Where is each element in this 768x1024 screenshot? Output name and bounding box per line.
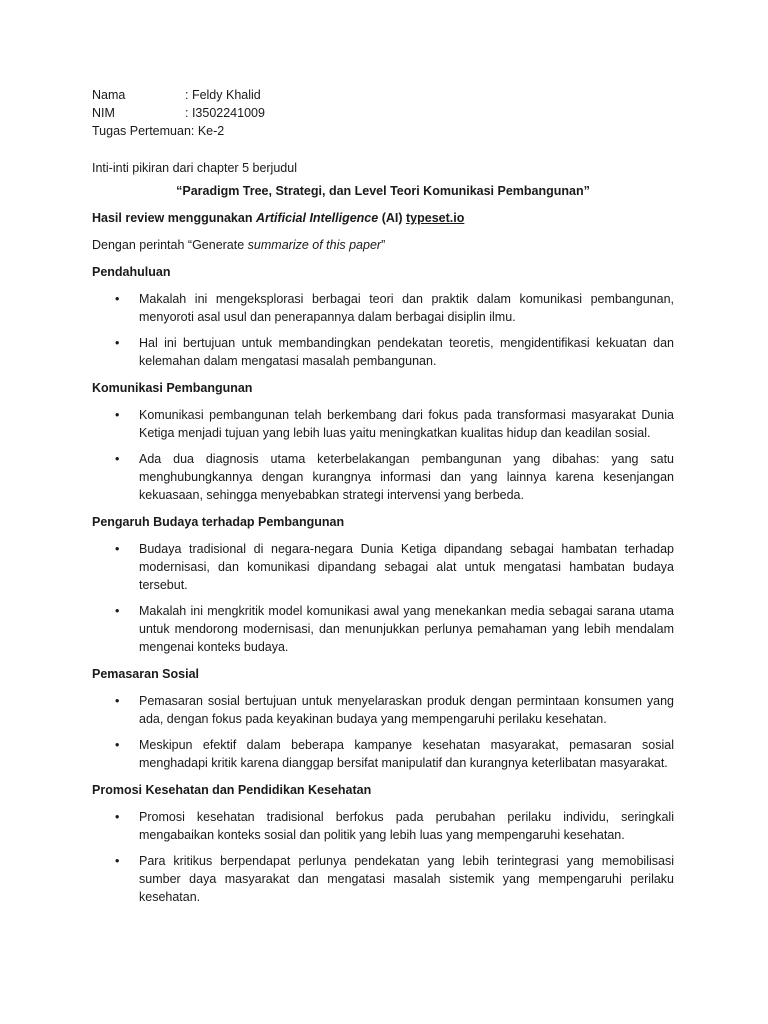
- bullet-item: [92, 852, 674, 906]
- section-heading: Promosi Kesehatan dan Pendidikan Kesehatan: [92, 783, 372, 797]
- bullet-dot-icon: •: [115, 452, 120, 466]
- bullet-list: [92, 290, 674, 370]
- review-prefix: Hasil review menggunakan: [92, 211, 256, 225]
- bullet-text: Makalah ini mengkritik model komunikasi awal yang menekankan media sebagai sarana utama untuk mendorong modernisasi, dan menunjukkan perlunya pemahaman yang lebih mendalam mengenai konteks budaya.: [139, 604, 674, 654]
- bullet-text: Ada dua diagnosis utama keterbelakangan pembangunan yang dibahas: yang satu menghubungkannya dengan kurangnya informasi dan yang lainnya karena kesenjangan kekuasaan, sehingga menyebabkan strategi intervensi yang berbeda.: [139, 452, 674, 502]
- typeset-link[interactable]: typeset.io: [406, 211, 465, 225]
- meta-row-nim: [92, 104, 674, 122]
- bullet-item: [92, 692, 674, 728]
- bullet-dot-icon: •: [115, 738, 120, 752]
- prompt-prefix: Dengan perintah “Generate: [92, 238, 248, 252]
- bullet-dot-icon: •: [115, 854, 120, 868]
- bullet-text: Meskipun efektif dalam beberapa kampanye kesehatan masyarakat, pemasaran sosial menghadapi kritik karena dianggap bersifat manipulatif dan kurangnya keterlibatan masyarakat.: [139, 738, 674, 770]
- bullet-text: Makalah ini mengeksplorasi berbagai teori dan praktik dalam komunikasi pembangunan, menyoroti asal usul dan penerapannya dalam berbagai disiplin ilmu.: [139, 292, 674, 324]
- bullet-item: [92, 450, 674, 504]
- section-heading: Komunikasi Pembangunan: [92, 381, 253, 395]
- section-heading: Pengaruh Budaya terhadap Pembangunan: [92, 515, 345, 529]
- document-page: [92, 86, 674, 906]
- bullet-item: [92, 406, 674, 442]
- bullet-dot-icon: •: [115, 604, 120, 618]
- section-heading: Pendahuluan: [92, 265, 171, 279]
- nama-value: : Feldy Khalid: [185, 88, 261, 102]
- bullet-text: Hal ini bertujuan untuk membandingkan pendekatan teoretis, mengidentifikasi kekuatan dan kelemahan dalam mengatasi masalah pembangunan.: [139, 336, 674, 368]
- bullet-list: [92, 692, 674, 772]
- meta-row-nama: [92, 86, 674, 104]
- bullet-item: [92, 290, 674, 326]
- bullet-item: [92, 334, 674, 370]
- bullet-text: Budaya tradisional di negara-negara Dunia Ketiga dipandang sebagai hambatan terhadap modernisasi, dan komunikasi dipandang sebagai alat untuk mengatasi hambatan budaya tersebut.: [139, 542, 674, 592]
- nama-label: Nama: [92, 88, 126, 102]
- review-ai-suffix: (AI): [378, 211, 406, 225]
- sections-container: [92, 263, 674, 906]
- bullet-dot-icon: •: [115, 336, 120, 350]
- bullet-text: Promosi kesehatan tradisional berfokus pada perubahan perilaku individu, seringkali mengabaikan konteks sosial dan politik yang lebih luas yang mempengaruhi kesehatan.: [139, 810, 674, 842]
- nim-label: NIM: [92, 106, 115, 120]
- prompt-italic: summarize of this paper: [247, 238, 382, 252]
- bullet-item: [92, 602, 674, 656]
- bullet-list: [92, 808, 674, 906]
- chapter-title: “Paradigm Tree, Strategi, dan Level Teori Komunikasi Pembangunan”: [176, 184, 590, 198]
- review-line: [92, 209, 674, 227]
- bullet-dot-icon: •: [115, 542, 120, 556]
- bullet-dot-icon: •: [115, 408, 120, 422]
- meta-row-tugas: [92, 122, 674, 140]
- tugas-text: Tugas Pertemuan: Ke-2: [92, 124, 225, 138]
- bullet-text: Para kritikus berpendapat perlunya pendekatan yang lebih terintegrasi yang memobilisasi sumber daya masyarakat dan mengatasi masalah sistemik yang mempengaruhi perilaku kesehatan.: [139, 854, 674, 904]
- bullet-item: [92, 808, 674, 844]
- bullet-dot-icon: •: [115, 810, 120, 824]
- bullet-item: [92, 736, 674, 772]
- prompt-suffix: ”: [381, 238, 386, 252]
- bullet-dot-icon: •: [115, 292, 120, 306]
- bullet-text: Pemasaran sosial bertujuan untuk menyelaraskan produk dengan permintaan konsumen yang ada, dengan fokus pada keyakinan budaya yang mempengaruhi perilaku kesehatan.: [139, 694, 674, 726]
- prompt-line: [92, 236, 674, 254]
- bullet-text: Komunikasi pembangunan telah berkembang dari fokus pada transformasi masyarakat Dunia Ketiga menjadi tujuan yang lebih luas yaitu meningkatkan kualitas hidup dan keadilan sosial.: [139, 408, 674, 440]
- bullet-dot-icon: •: [115, 694, 120, 708]
- intro-text: Inti-inti pikiran dari chapter 5 berjudul: [92, 161, 297, 175]
- bullet-list: [92, 406, 674, 504]
- bullet-item: [92, 540, 674, 594]
- bullet-list: [92, 540, 674, 656]
- review-ai-italic: Artificial Intelligence: [255, 211, 379, 225]
- section-heading: Pemasaran Sosial: [92, 667, 200, 681]
- nim-value: : I3502241009: [185, 106, 265, 120]
